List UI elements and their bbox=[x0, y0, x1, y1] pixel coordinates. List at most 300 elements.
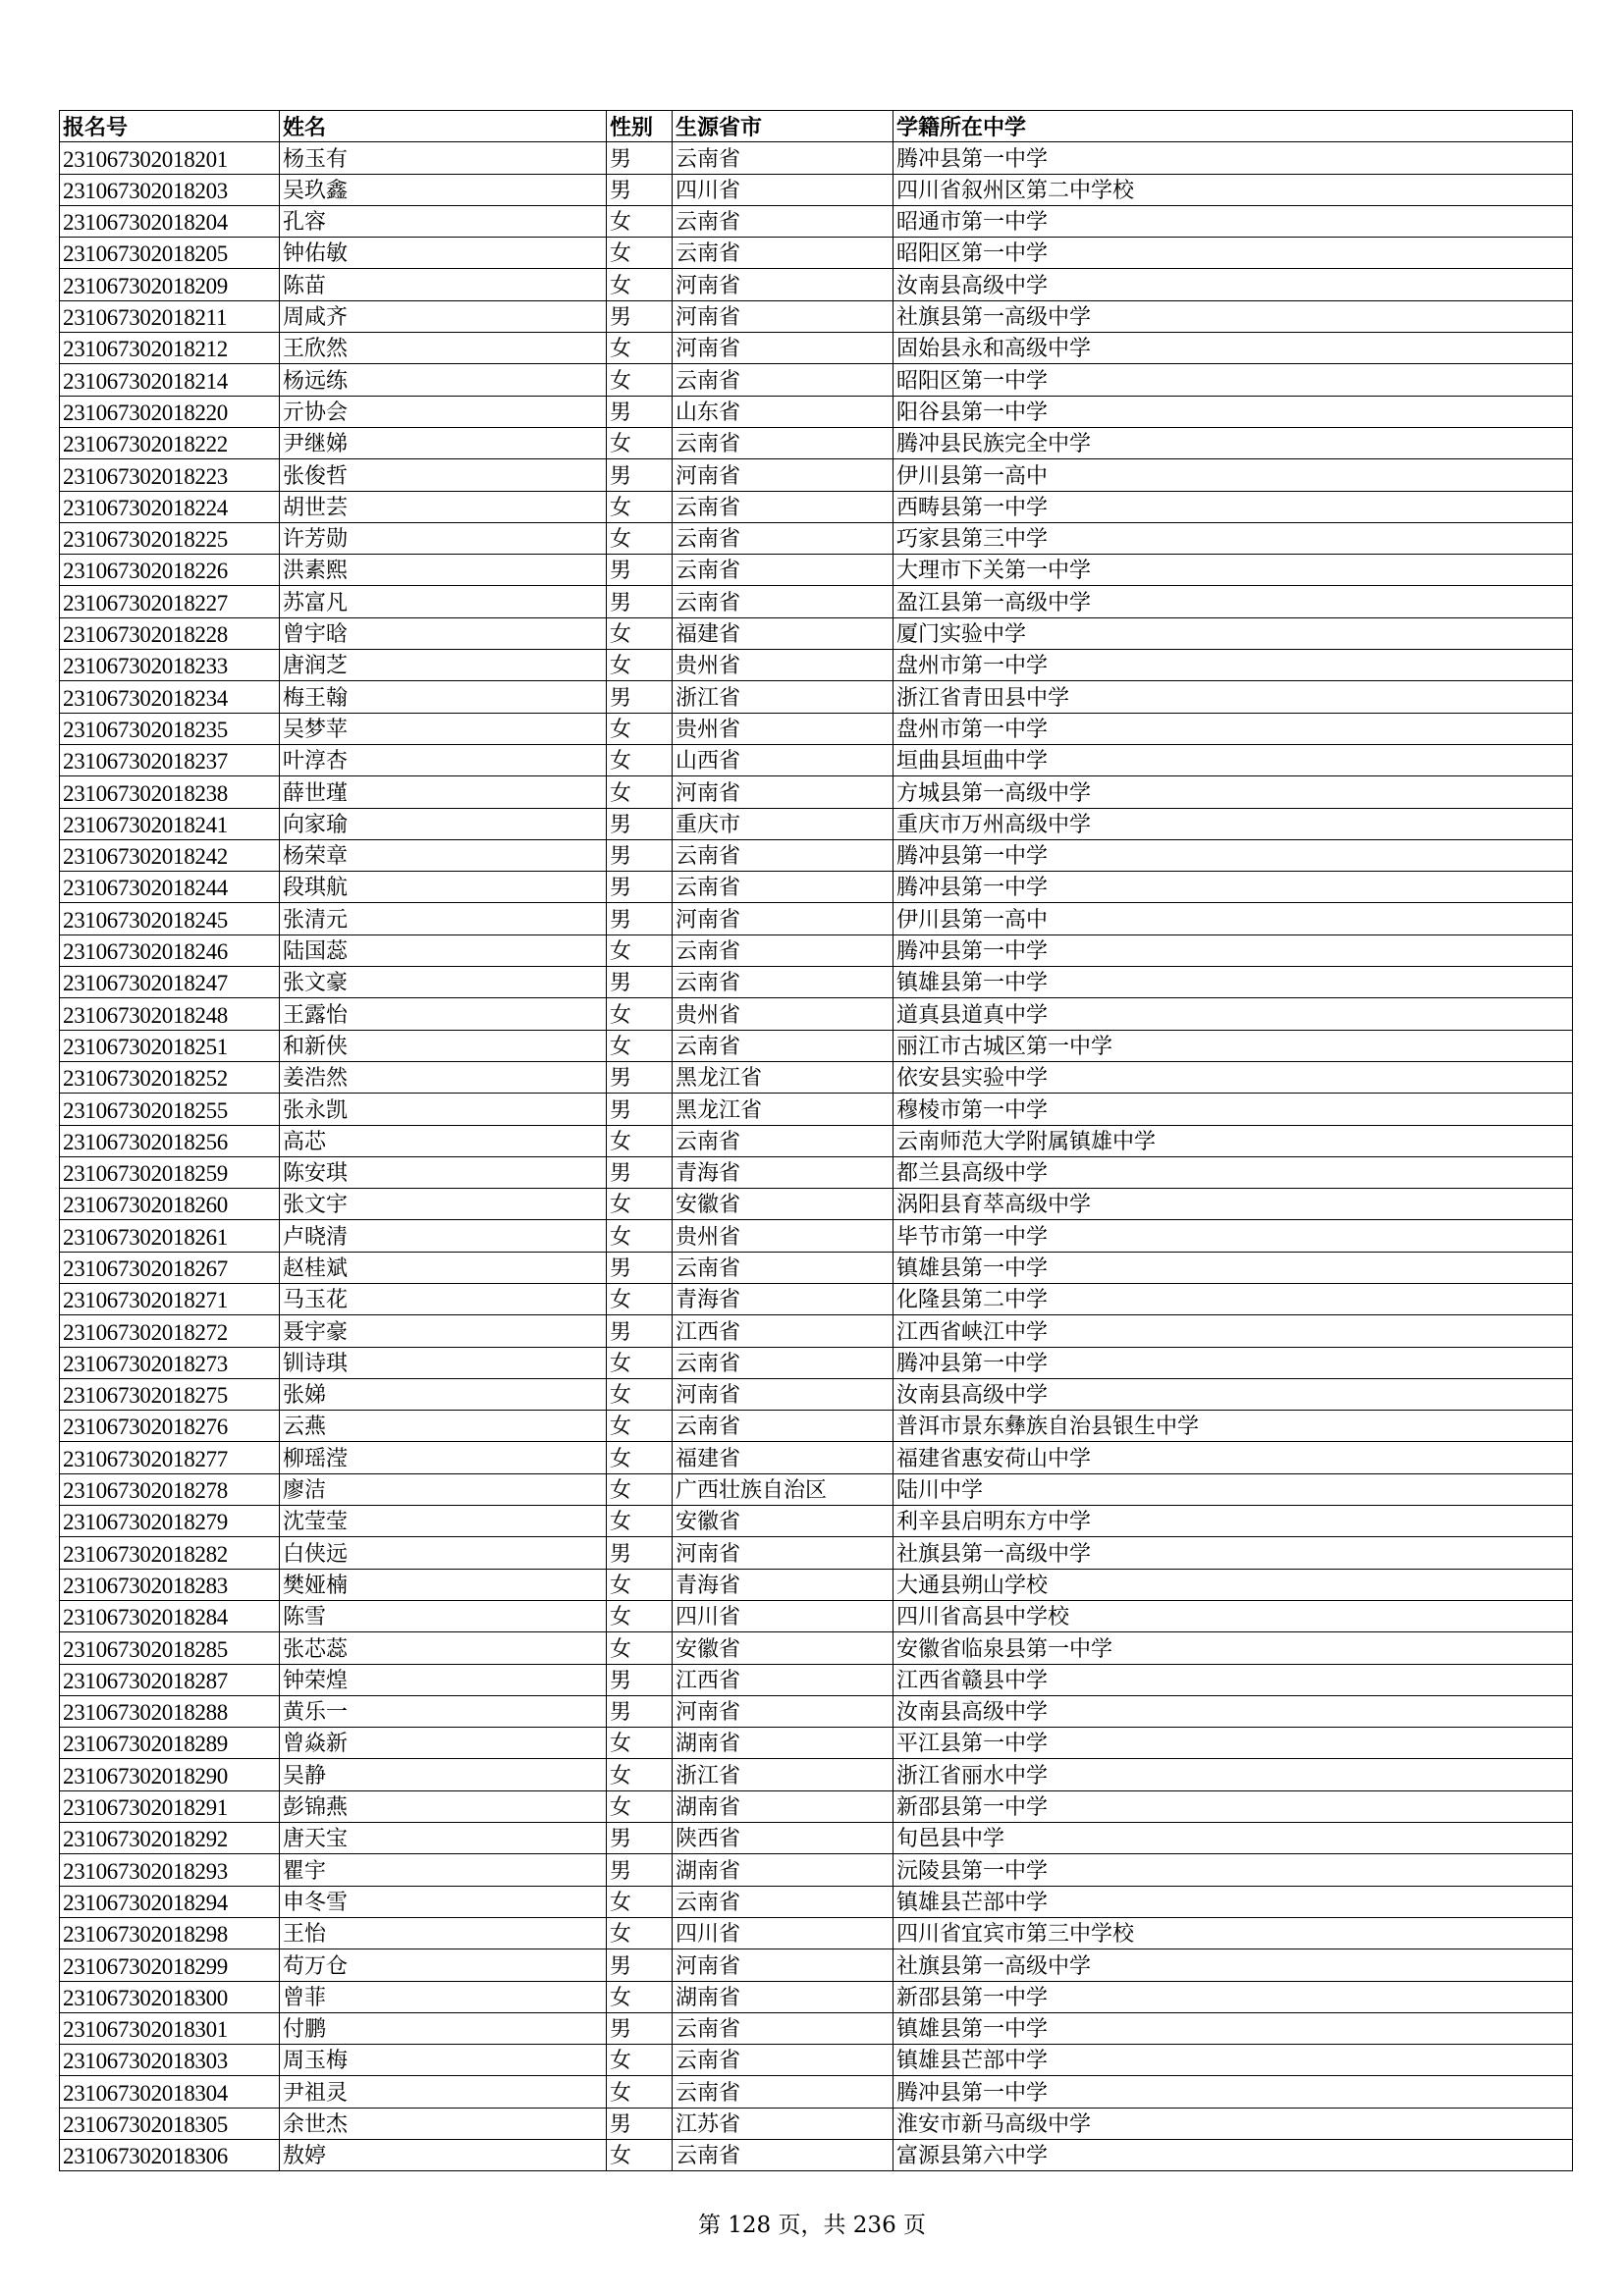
registration-number-cell: 231067302018294 bbox=[60, 1886, 280, 1917]
province-cell: 湖南省 bbox=[673, 1790, 893, 1822]
registration-number-cell: 231067302018287 bbox=[60, 1664, 280, 1695]
table-header bbox=[60, 111, 1573, 142]
school-cell: 社旗县第一高级中学 bbox=[893, 1949, 1573, 1981]
school-cell: 大通县朔山学校 bbox=[893, 1569, 1573, 1600]
province-cell: 河南省 bbox=[673, 1537, 893, 1569]
registration-number-cell: 231067302018247 bbox=[60, 967, 280, 998]
province-cell: 浙江省 bbox=[673, 681, 893, 713]
table-row bbox=[60, 998, 1573, 1030]
province-cell: 云南省 bbox=[673, 2045, 893, 2076]
gender-cell: 女 bbox=[607, 1917, 673, 1949]
province-cell: 云南省 bbox=[673, 1411, 893, 1442]
gender-cell: 女 bbox=[607, 1442, 673, 1473]
registration-number-cell: 231067302018289 bbox=[60, 1728, 280, 1759]
school-cell: 垣曲县垣曲中学 bbox=[893, 744, 1573, 775]
gender-cell: 女 bbox=[607, 1125, 673, 1156]
registration-number-cell: 231067302018209 bbox=[60, 269, 280, 300]
name-cell: 唐润芝 bbox=[280, 650, 607, 681]
gender-cell: 女 bbox=[607, 1886, 673, 1917]
province-cell: 云南省 bbox=[673, 2140, 893, 2171]
name-cell: 卢晓清 bbox=[280, 1220, 607, 1252]
name-cell: 敖婷 bbox=[280, 2140, 607, 2171]
school-cell: 固始县永和高级中学 bbox=[893, 333, 1573, 364]
gender-cell: 女 bbox=[607, 744, 673, 775]
school-cell: 浙江省丽水中学 bbox=[893, 1759, 1573, 1790]
province-cell: 重庆市 bbox=[673, 808, 893, 839]
province-cell: 湖南省 bbox=[673, 1854, 893, 1886]
school-cell: 昭阳区第一中学 bbox=[893, 364, 1573, 396]
school-cell: 浙江省青田县中学 bbox=[893, 681, 1573, 713]
school-cell: 依安县实验中学 bbox=[893, 1061, 1573, 1093]
registration-number-cell: 231067302018275 bbox=[60, 1378, 280, 1410]
registration-number-cell: 231067302018238 bbox=[60, 776, 280, 808]
school-cell: 利辛县启明东方中学 bbox=[893, 1506, 1573, 1537]
gender-cell: 女 bbox=[607, 333, 673, 364]
school-cell: 汝南县高级中学 bbox=[893, 1695, 1573, 1727]
name-cell: 曾宇晗 bbox=[280, 617, 607, 649]
name-cell: 高芯 bbox=[280, 1125, 607, 1156]
name-cell: 杨远练 bbox=[280, 364, 607, 396]
gender-cell: 女 bbox=[607, 2076, 673, 2108]
registration-number-cell: 231067302018301 bbox=[60, 2012, 280, 2044]
registration-number-cell: 231067302018203 bbox=[60, 174, 280, 205]
school-cell: 四川省高县中学校 bbox=[893, 1600, 1573, 1631]
school-cell: 沅陵县第一中学 bbox=[893, 1854, 1573, 1886]
table-row bbox=[60, 555, 1573, 586]
school-cell: 安徽省临泉县第一中学 bbox=[893, 1632, 1573, 1664]
table-row bbox=[60, 1664, 1573, 1695]
registration-number-cell: 231067302018245 bbox=[60, 903, 280, 934]
gender-cell: 男 bbox=[607, 1252, 673, 1283]
gender-cell: 女 bbox=[607, 205, 673, 237]
name-cell: 段琪航 bbox=[280, 872, 607, 903]
name-cell: 钏诗琪 bbox=[280, 1347, 607, 1378]
table-row bbox=[60, 713, 1573, 744]
registration-number-cell: 231067302018255 bbox=[60, 1094, 280, 1125]
registration-number-cell: 231067302018212 bbox=[60, 333, 280, 364]
school-cell: 四川省叙州区第二中学校 bbox=[893, 174, 1573, 205]
gender-cell: 女 bbox=[607, 776, 673, 808]
province-cell: 贵州省 bbox=[673, 1220, 893, 1252]
province-cell: 河南省 bbox=[673, 776, 893, 808]
gender-cell: 男 bbox=[607, 459, 673, 491]
province-cell: 山东省 bbox=[673, 396, 893, 427]
name-cell: 陈雪 bbox=[280, 1600, 607, 1631]
registration-number-cell: 231067302018305 bbox=[60, 2108, 280, 2139]
table-row bbox=[60, 1886, 1573, 1917]
table-row bbox=[60, 1061, 1573, 1093]
registration-number-cell: 231067302018204 bbox=[60, 205, 280, 237]
school-cell: 江西省峡江中学 bbox=[893, 1315, 1573, 1347]
name-cell: 唐天宝 bbox=[280, 1823, 607, 1854]
name-cell: 张文豪 bbox=[280, 967, 607, 998]
province-cell: 云南省 bbox=[673, 1125, 893, 1156]
registration-number-cell: 231067302018260 bbox=[60, 1189, 280, 1220]
province-cell: 江西省 bbox=[673, 1664, 893, 1695]
registration-number-cell: 231067302018277 bbox=[60, 1442, 280, 1473]
registration-number-cell: 231067302018256 bbox=[60, 1125, 280, 1156]
name-cell: 吴玖鑫 bbox=[280, 174, 607, 205]
school-cell: 镇雄县芒部中学 bbox=[893, 2045, 1573, 2076]
province-cell: 浙江省 bbox=[673, 1759, 893, 1790]
registration-number-cell: 231067302018306 bbox=[60, 2140, 280, 2171]
registration-number-cell: 231067302018304 bbox=[60, 2076, 280, 2108]
table-row bbox=[60, 1854, 1573, 1886]
province-cell: 福建省 bbox=[673, 1442, 893, 1473]
school-cell: 陆川中学 bbox=[893, 1473, 1573, 1505]
school-cell: 平江县第一中学 bbox=[893, 1728, 1573, 1759]
name-cell: 柳瑶滢 bbox=[280, 1442, 607, 1473]
registration-number-cell: 231067302018224 bbox=[60, 491, 280, 522]
table-row bbox=[60, 586, 1573, 617]
name-cell: 张娣 bbox=[280, 1378, 607, 1410]
table-row bbox=[60, 300, 1573, 332]
table-row bbox=[60, 1569, 1573, 1600]
name-cell: 薛世瑾 bbox=[280, 776, 607, 808]
gender-cell: 女 bbox=[607, 238, 673, 269]
table-row bbox=[60, 1949, 1573, 1981]
registration-number-cell: 231067302018290 bbox=[60, 1759, 280, 1790]
table-row bbox=[60, 1252, 1573, 1283]
name-cell: 黄乐一 bbox=[280, 1695, 607, 1727]
school-cell: 新邵县第一中学 bbox=[893, 1981, 1573, 2012]
gender-cell: 女 bbox=[607, 1600, 673, 1631]
table-row bbox=[60, 1600, 1573, 1631]
school-cell: 腾冲县第一中学 bbox=[893, 1347, 1573, 1378]
registration-number-cell: 231067302018246 bbox=[60, 934, 280, 966]
gender-cell: 女 bbox=[607, 934, 673, 966]
gender-cell: 女 bbox=[607, 1473, 673, 1505]
page-number-footer: 第 128 页，共 236 页 bbox=[697, 2213, 927, 2238]
school-cell: 镇雄县第一中学 bbox=[893, 967, 1573, 998]
gender-cell: 女 bbox=[607, 1220, 673, 1252]
name-cell: 彭锦燕 bbox=[280, 1790, 607, 1822]
table-row bbox=[60, 459, 1573, 491]
table-row bbox=[60, 2045, 1573, 2076]
header-gender: 性别 bbox=[607, 111, 673, 142]
school-cell: 社旗县第一高级中学 bbox=[893, 300, 1573, 332]
name-cell: 胡世芸 bbox=[280, 491, 607, 522]
school-cell: 新邵县第一中学 bbox=[893, 1790, 1573, 1822]
name-cell: 王怡 bbox=[280, 1917, 607, 1949]
province-cell: 云南省 bbox=[673, 1252, 893, 1283]
province-cell: 云南省 bbox=[673, 934, 893, 966]
registration-number-cell: 231067302018251 bbox=[60, 1030, 280, 1061]
school-cell: 汝南县高级中学 bbox=[893, 269, 1573, 300]
name-cell: 陈苗 bbox=[280, 269, 607, 300]
province-cell: 云南省 bbox=[673, 142, 893, 174]
province-cell: 云南省 bbox=[673, 967, 893, 998]
province-cell: 云南省 bbox=[673, 1347, 893, 1378]
school-cell: 镇雄县第一中学 bbox=[893, 2012, 1573, 2044]
table-row bbox=[60, 2108, 1573, 2139]
name-cell: 沈莹莹 bbox=[280, 1506, 607, 1537]
province-cell: 黑龙江省 bbox=[673, 1061, 893, 1093]
table-row bbox=[60, 1473, 1573, 1505]
table-row bbox=[60, 396, 1573, 427]
name-cell: 张清元 bbox=[280, 903, 607, 934]
school-cell: 腾冲县第一中学 bbox=[893, 142, 1573, 174]
gender-cell: 男 bbox=[607, 808, 673, 839]
school-cell: 腾冲县第一中学 bbox=[893, 872, 1573, 903]
school-cell: 盈江县第一高级中学 bbox=[893, 586, 1573, 617]
registration-number-cell: 231067302018267 bbox=[60, 1252, 280, 1283]
registration-number-cell: 231067302018299 bbox=[60, 1949, 280, 1981]
gender-cell: 女 bbox=[607, 1728, 673, 1759]
name-cell: 周咸齐 bbox=[280, 300, 607, 332]
school-cell: 福建省惠安荷山中学 bbox=[893, 1442, 1573, 1473]
registration-number-cell: 231067302018283 bbox=[60, 1569, 280, 1600]
table-row bbox=[60, 1315, 1573, 1347]
table-row bbox=[60, 238, 1573, 269]
table-row bbox=[60, 1442, 1573, 1473]
registration-number-cell: 231067302018279 bbox=[60, 1506, 280, 1537]
gender-cell: 男 bbox=[607, 1315, 673, 1347]
school-cell: 淮安市新马高级中学 bbox=[893, 2108, 1573, 2139]
table-row bbox=[60, 2012, 1573, 2044]
gender-cell: 女 bbox=[607, 617, 673, 649]
school-cell: 昭阳区第一中学 bbox=[893, 238, 1573, 269]
gender-cell: 女 bbox=[607, 1411, 673, 1442]
name-cell: 孔容 bbox=[280, 205, 607, 237]
table-row bbox=[60, 522, 1573, 554]
table-row bbox=[60, 1759, 1573, 1790]
table-row bbox=[60, 427, 1573, 458]
school-cell: 西畴县第一中学 bbox=[893, 491, 1573, 522]
name-cell: 瞿宇 bbox=[280, 1854, 607, 1886]
registration-number-cell: 231067302018225 bbox=[60, 522, 280, 554]
school-cell: 穆棱市第一中学 bbox=[893, 1094, 1573, 1125]
province-cell: 河南省 bbox=[673, 1949, 893, 1981]
name-cell: 周玉梅 bbox=[280, 2045, 607, 2076]
school-cell: 社旗县第一高级中学 bbox=[893, 1537, 1573, 1569]
gender-cell: 男 bbox=[607, 839, 673, 871]
school-cell: 昭通市第一中学 bbox=[893, 205, 1573, 237]
name-cell: 杨玉有 bbox=[280, 142, 607, 174]
table-row bbox=[60, 681, 1573, 713]
gender-cell: 女 bbox=[607, 1189, 673, 1220]
name-cell: 吴梦苹 bbox=[280, 713, 607, 744]
table-row bbox=[60, 1790, 1573, 1822]
province-cell: 云南省 bbox=[673, 1886, 893, 1917]
school-cell: 旬邑县中学 bbox=[893, 1823, 1573, 1854]
province-cell: 河南省 bbox=[673, 333, 893, 364]
name-cell: 申冬雪 bbox=[280, 1886, 607, 1917]
registration-number-cell: 231067302018214 bbox=[60, 364, 280, 396]
header-school: 学籍所在中学 bbox=[893, 111, 1573, 142]
table-row bbox=[60, 1728, 1573, 1759]
registration-number-cell: 231067302018223 bbox=[60, 459, 280, 491]
table-row bbox=[60, 2140, 1573, 2171]
gender-cell: 女 bbox=[607, 427, 673, 458]
table-row bbox=[60, 1283, 1573, 1314]
name-cell: 廖洁 bbox=[280, 1473, 607, 1505]
school-cell: 都兰县高级中学 bbox=[893, 1156, 1573, 1188]
table-row bbox=[60, 808, 1573, 839]
gender-cell: 女 bbox=[607, 1632, 673, 1664]
table-row bbox=[60, 1030, 1573, 1061]
registration-number-cell: 231067302018244 bbox=[60, 872, 280, 903]
table-row bbox=[60, 1632, 1573, 1664]
school-cell: 腾冲县第一中学 bbox=[893, 2076, 1573, 2108]
table-row bbox=[60, 967, 1573, 998]
school-cell: 大理市下关第一中学 bbox=[893, 555, 1573, 586]
name-cell: 曾菲 bbox=[280, 1981, 607, 2012]
province-cell: 贵州省 bbox=[673, 650, 893, 681]
gender-cell: 男 bbox=[607, 396, 673, 427]
school-cell: 阳谷县第一中学 bbox=[893, 396, 1573, 427]
name-cell: 樊娅楠 bbox=[280, 1569, 607, 1600]
name-cell: 张俊哲 bbox=[280, 459, 607, 491]
gender-cell: 女 bbox=[607, 650, 673, 681]
province-cell: 河南省 bbox=[673, 1695, 893, 1727]
province-cell: 四川省 bbox=[673, 1917, 893, 1949]
table-row bbox=[60, 872, 1573, 903]
table-row bbox=[60, 2076, 1573, 2108]
gender-cell: 女 bbox=[607, 2140, 673, 2171]
name-cell: 赵桂斌 bbox=[280, 1252, 607, 1283]
province-cell: 广西壮族自治区 bbox=[673, 1473, 893, 1505]
province-cell: 青海省 bbox=[673, 1156, 893, 1188]
gender-cell: 女 bbox=[607, 1790, 673, 1822]
gender-cell: 男 bbox=[607, 586, 673, 617]
province-cell: 湖南省 bbox=[673, 1981, 893, 2012]
province-cell: 陕西省 bbox=[673, 1823, 893, 1854]
table-row bbox=[60, 1537, 1573, 1569]
table-body bbox=[60, 142, 1573, 2171]
name-cell: 付鹏 bbox=[280, 2012, 607, 2044]
registration-number-cell: 231067302018291 bbox=[60, 1790, 280, 1822]
gender-cell: 男 bbox=[607, 300, 673, 332]
school-cell: 涡阳县育萃高级中学 bbox=[893, 1189, 1573, 1220]
registration-number-cell: 231067302018303 bbox=[60, 2045, 280, 2076]
school-cell: 腾冲县第一中学 bbox=[893, 934, 1573, 966]
gender-cell: 女 bbox=[607, 998, 673, 1030]
school-cell: 巧家县第三中学 bbox=[893, 522, 1573, 554]
province-cell: 云南省 bbox=[673, 2076, 893, 2108]
province-cell: 河南省 bbox=[673, 300, 893, 332]
table-row bbox=[60, 1094, 1573, 1125]
registration-number-cell: 231067302018248 bbox=[60, 998, 280, 1030]
name-cell: 王露怡 bbox=[280, 998, 607, 1030]
name-cell: 洪素熙 bbox=[280, 555, 607, 586]
gender-cell: 男 bbox=[607, 1537, 673, 1569]
school-cell: 重庆市万州高级中学 bbox=[893, 808, 1573, 839]
province-cell: 云南省 bbox=[673, 839, 893, 871]
gender-cell: 男 bbox=[607, 1094, 673, 1125]
province-cell: 贵州省 bbox=[673, 713, 893, 744]
gender-cell: 男 bbox=[607, 2012, 673, 2044]
table-row bbox=[60, 1506, 1573, 1537]
header-registration-number: 报名号 bbox=[60, 111, 280, 142]
province-cell: 云南省 bbox=[673, 1030, 893, 1061]
school-cell: 道真县道真中学 bbox=[893, 998, 1573, 1030]
registration-number-cell: 231067302018233 bbox=[60, 650, 280, 681]
school-cell: 镇雄县第一中学 bbox=[893, 1252, 1573, 1283]
registration-number-cell: 231067302018259 bbox=[60, 1156, 280, 1188]
gender-cell: 男 bbox=[607, 1949, 673, 1981]
gender-cell: 男 bbox=[607, 142, 673, 174]
table-row bbox=[60, 1220, 1573, 1252]
registration-number-cell: 231067302018227 bbox=[60, 586, 280, 617]
gender-cell: 男 bbox=[607, 903, 673, 934]
school-cell: 方城县第一高级中学 bbox=[893, 776, 1573, 808]
province-cell: 河南省 bbox=[673, 269, 893, 300]
registration-number-cell: 231067302018285 bbox=[60, 1632, 280, 1664]
table-row bbox=[60, 934, 1573, 966]
registration-number-cell: 231067302018201 bbox=[60, 142, 280, 174]
province-cell: 黑龙江省 bbox=[673, 1094, 893, 1125]
school-cell: 镇雄县芒部中学 bbox=[893, 1886, 1573, 1917]
gender-cell: 男 bbox=[607, 1156, 673, 1188]
school-cell: 江西省赣县中学 bbox=[893, 1664, 1573, 1695]
name-cell: 曾焱新 bbox=[280, 1728, 607, 1759]
table-row bbox=[60, 839, 1573, 871]
table-row bbox=[60, 1347, 1573, 1378]
gender-cell: 女 bbox=[607, 522, 673, 554]
province-cell: 云南省 bbox=[673, 364, 893, 396]
province-cell: 云南省 bbox=[673, 872, 893, 903]
registration-number-cell: 231067302018278 bbox=[60, 1473, 280, 1505]
province-cell: 青海省 bbox=[673, 1569, 893, 1600]
province-cell: 云南省 bbox=[673, 555, 893, 586]
gender-cell: 女 bbox=[607, 1283, 673, 1314]
school-cell: 盘州市第一中学 bbox=[893, 713, 1573, 744]
school-cell: 汝南县高级中学 bbox=[893, 1378, 1573, 1410]
registration-number-cell: 231067302018298 bbox=[60, 1917, 280, 1949]
school-cell: 伊川县第一高中 bbox=[893, 459, 1573, 491]
gender-cell: 女 bbox=[607, 1378, 673, 1410]
table-row bbox=[60, 1189, 1573, 1220]
table-row bbox=[60, 174, 1573, 205]
gender-cell: 男 bbox=[607, 555, 673, 586]
province-cell: 河南省 bbox=[673, 1378, 893, 1410]
name-cell: 张永凯 bbox=[280, 1094, 607, 1125]
gender-cell: 男 bbox=[607, 1823, 673, 1854]
name-cell: 钟佑敏 bbox=[280, 238, 607, 269]
registration-number-cell: 231067302018271 bbox=[60, 1283, 280, 1314]
registration-number-cell: 231067302018293 bbox=[60, 1854, 280, 1886]
registration-number-cell: 231067302018211 bbox=[60, 300, 280, 332]
school-cell: 丽江市古城区第一中学 bbox=[893, 1030, 1573, 1061]
name-cell: 亓协会 bbox=[280, 396, 607, 427]
province-cell: 安徽省 bbox=[673, 1632, 893, 1664]
table-row bbox=[60, 1378, 1573, 1410]
table-row bbox=[60, 1823, 1573, 1854]
name-cell: 吴静 bbox=[280, 1759, 607, 1790]
gender-cell: 女 bbox=[607, 1506, 673, 1537]
registration-number-cell: 231067302018272 bbox=[60, 1315, 280, 1347]
registration-number-cell: 231067302018242 bbox=[60, 839, 280, 871]
gender-cell: 男 bbox=[607, 2108, 673, 2139]
gender-cell: 女 bbox=[607, 713, 673, 744]
province-cell: 贵州省 bbox=[673, 998, 893, 1030]
province-cell: 云南省 bbox=[673, 2012, 893, 2044]
gender-cell: 男 bbox=[607, 967, 673, 998]
province-cell: 河南省 bbox=[673, 459, 893, 491]
registration-number-cell: 231067302018288 bbox=[60, 1695, 280, 1727]
name-cell: 苏富凡 bbox=[280, 586, 607, 617]
school-cell: 化隆县第二中学 bbox=[893, 1283, 1573, 1314]
province-cell: 青海省 bbox=[673, 1283, 893, 1314]
table-row bbox=[60, 903, 1573, 934]
gender-cell: 女 bbox=[607, 1569, 673, 1600]
table-row bbox=[60, 142, 1573, 174]
name-cell: 姜浩然 bbox=[280, 1061, 607, 1093]
roster-table bbox=[59, 110, 1573, 2171]
registration-number-cell: 231067302018228 bbox=[60, 617, 280, 649]
name-cell: 梅王翰 bbox=[280, 681, 607, 713]
